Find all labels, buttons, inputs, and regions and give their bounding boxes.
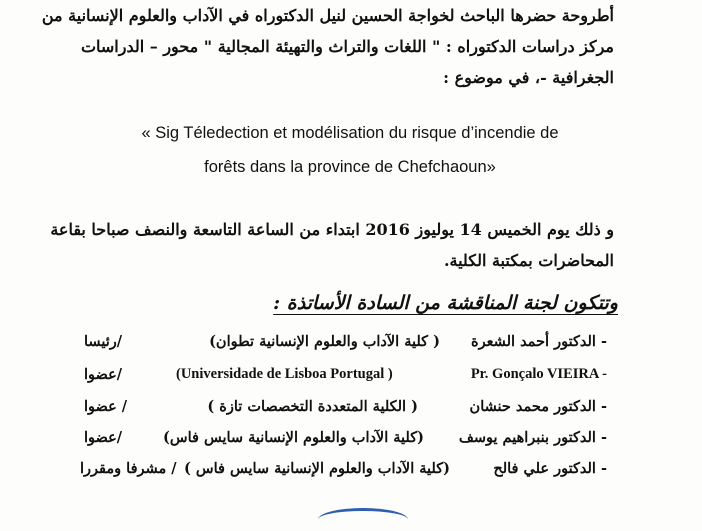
member-institution: ( كلية الآداب والعلوم الإنسانية تطوان) <box>209 333 440 350</box>
intro-line-3: الجغرافية -، في موضوع : <box>443 68 614 87</box>
member-institution: (كلية الآداب والعلوم الإنسانية سايس فاس) <box>163 429 424 446</box>
intro-line-1: أطروحة حضرها الباحث لخواجة الحسين لنيل الدكتوراه في الآداب والعلوم الإنسانية من <box>41 6 614 25</box>
stamp-seal <box>318 508 408 531</box>
committee-row <box>0 429 702 459</box>
member-role: / مشرفا ومقررا <box>80 460 177 477</box>
schedule-line-2: المحاضرات بمكتبة الكلية. <box>443 251 614 270</box>
thesis-title-line-2: forêts dans la province de Chefchaoun» <box>204 158 496 176</box>
member-role: /عضوا <box>84 429 123 446</box>
committee-row <box>0 460 702 490</box>
committee-row <box>0 398 702 428</box>
member-name: - الدكتور بنبراهيم يوسف <box>458 429 607 446</box>
intro-paragraph <box>39 0 614 93</box>
member-institution: (كلية الآداب والعلوم الإنسانية سايس فاس ) <box>183 460 450 477</box>
schedule-line-1: و ذلك يوم الخميس 14 يوليوز 2016 ابتداء من الساعة التاسعة والنصف صباحا بقاعة <box>50 220 614 239</box>
schedule-paragraph <box>39 214 614 276</box>
member-name: - الدكتور علي فالح <box>493 460 607 477</box>
member-institution: ( الكلية المتعددة التخصصات تازة ) <box>207 398 418 415</box>
intro-line-2: مركز دراسات الدكتوراه : " اللغات والتراث والتهيئة المجالية " محور – الدراسات <box>80 37 614 56</box>
member-role: /عضوا <box>84 366 123 383</box>
committee-row <box>0 333 702 363</box>
member-institution: (Universidade de Lisboa Portugal ) <box>176 366 393 382</box>
member-role: / عضوا <box>84 398 128 415</box>
member-role: /رئيسا <box>84 333 123 350</box>
thesis-title-line-1: « Sig Téledection et modélisation du risque d’incendie de <box>141 124 559 142</box>
member-name: Pr. Gonçalo VIEIRA - <box>470 366 607 382</box>
committee-row <box>0 366 702 396</box>
committee-heading: وتتكون لجنة المناقشة من السادة الأساتذة : <box>273 292 618 314</box>
member-name: - الدكتور محمد حنشان <box>469 398 607 415</box>
thesis-title <box>60 116 640 184</box>
member-name: - الدكتور أحمد الشعرة <box>471 333 607 350</box>
